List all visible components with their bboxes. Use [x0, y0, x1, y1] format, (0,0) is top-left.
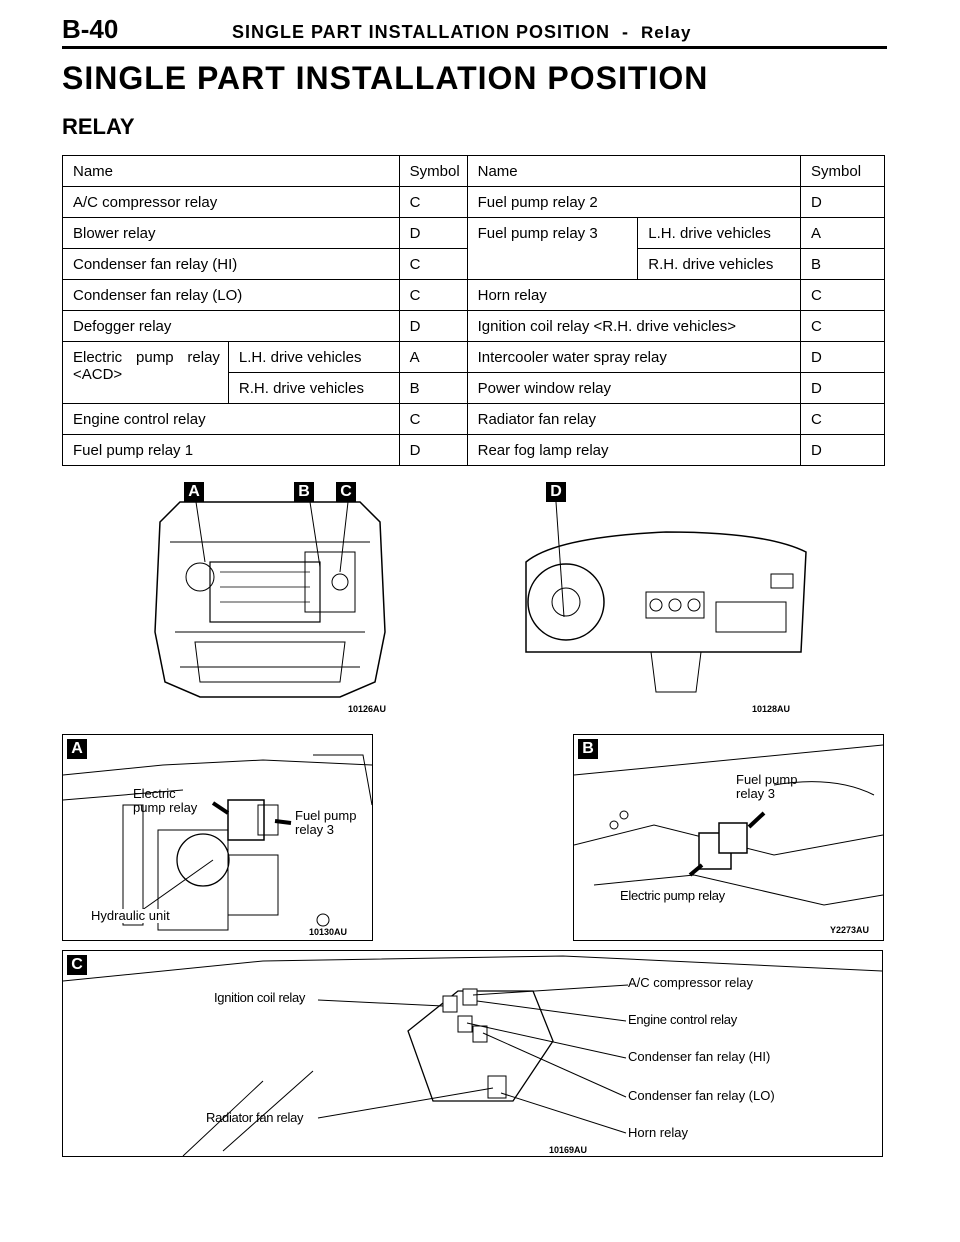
cell-symbol: C [399, 249, 467, 280]
cell-symbol: B [399, 373, 467, 404]
ignition-coil-relay-label: Ignition coil relay [214, 990, 306, 1005]
callout-tag-b: B [294, 482, 314, 502]
label-line: Fuel pump [295, 808, 357, 823]
cell-name: Power window relay [467, 373, 800, 404]
cell-symbol: C [801, 311, 885, 342]
electric-pump-relay-label [133, 787, 197, 815]
section-title: RELAY [62, 114, 135, 139]
cell-name: A/C compressor relay [63, 187, 400, 218]
panel-tag-b: B [578, 739, 598, 759]
label-line: relay 3 [736, 786, 776, 801]
running-title-sub: Relay [641, 23, 692, 42]
relay-table [62, 155, 885, 466]
cell-symbol: D [399, 435, 467, 466]
table-row [63, 187, 885, 218]
cell-name: Horn relay [467, 280, 800, 311]
cell-name: Fuel pump relay 3 [467, 218, 638, 280]
cell-name-line1 [73, 349, 228, 366]
cell-symbol: B [801, 249, 885, 280]
horn-relay-label: Horn relay [628, 1125, 688, 1140]
cell-symbol: C [801, 280, 885, 311]
cell-symbol: C [801, 404, 885, 435]
fuel-pump-relay-label [736, 773, 797, 801]
page-number: B-40 [62, 14, 119, 44]
label-line: Fuel pump [736, 772, 798, 787]
radiator-fan-relay-label: Radiator fan relay [206, 1110, 304, 1125]
callout-tag-c: C [336, 482, 356, 502]
table-row [63, 342, 885, 373]
header-name-right: Name [467, 156, 800, 187]
cell-name: Radiator fan relay [467, 404, 800, 435]
cell-name: Engine control relay [63, 404, 400, 435]
figure-code: 10169AU [549, 1145, 588, 1155]
label-line: Electric [133, 786, 176, 801]
header-name-left: Name [63, 156, 400, 187]
cell-variant: L.H. drive vehicles [638, 218, 801, 249]
cell-symbol: D [801, 373, 885, 404]
figure-code: 10126AU [348, 704, 387, 714]
callout-tag-a: A [184, 482, 204, 502]
ac-compressor-relay-label: A/C compressor relay [628, 975, 753, 990]
cell-symbol: D [801, 342, 885, 373]
cell-variant: R.H. drive vehicles [638, 249, 801, 280]
cell-symbol: D [801, 187, 885, 218]
header-symbol-right: Symbol [801, 156, 885, 187]
label-line: relay 3 [295, 822, 335, 837]
cell-symbol: D [801, 435, 885, 466]
cell-name [63, 342, 229, 404]
cell-name: Fuel pump relay 2 [467, 187, 800, 218]
label-line: pump relay [133, 800, 198, 815]
cell-variant: L.H. drive vehicles [228, 342, 399, 373]
word: relay [187, 349, 220, 366]
detail-c-panel [62, 950, 883, 1157]
running-title-main: SINGLE PART INSTALLATION POSITION [232, 22, 610, 42]
cell-symbol: C [399, 404, 467, 435]
cell-name-line2: <ACD> [73, 366, 123, 383]
cell-name: Condenser fan relay (LO) [63, 280, 400, 311]
figure-code: 10128AU [752, 704, 791, 714]
header-rule [62, 46, 887, 49]
engine-bay-illustration [140, 482, 400, 718]
panel-tag-c: C [67, 955, 87, 975]
running-title-sep: - [622, 22, 630, 42]
cell-name: Condenser fan relay (HI) [63, 249, 400, 280]
cell-variant: R.H. drive vehicles [228, 373, 399, 404]
engine-control-relay-label: Engine control relay [628, 1012, 737, 1027]
header-symbol-left: Symbol [399, 156, 467, 187]
dashboard-drawing [516, 482, 816, 718]
detail-b-panel [573, 734, 884, 941]
cell-symbol: A [399, 342, 467, 373]
condenser-fan-relay-hi-label: Condenser fan relay (HI) [628, 1049, 771, 1064]
table-row [63, 280, 885, 311]
figure-code: Y2273AU [830, 925, 870, 935]
cell-name: Fuel pump relay 1 [63, 435, 400, 466]
hydraulic-unit-label: Hydraulic unit [91, 908, 170, 923]
detail-a-panel [62, 734, 373, 941]
table-row [63, 404, 885, 435]
callout-tag-d: D [546, 482, 566, 502]
engine-bay-drawing [140, 482, 400, 718]
panel-tag-a: A [67, 739, 87, 759]
running-title [232, 22, 691, 43]
word: pump [136, 349, 174, 366]
table-row [63, 311, 885, 342]
word: Electric [73, 349, 123, 366]
cell-name: Defogger relay [63, 311, 400, 342]
dashboard-illustration [516, 482, 816, 718]
figure-code: 10130AU [309, 927, 348, 937]
table-header-row [63, 156, 885, 187]
table-row [63, 218, 885, 249]
condenser-fan-relay-lo-label: Condenser fan relay (LO) [628, 1088, 775, 1103]
table-row [63, 435, 885, 466]
cell-symbol: D [399, 218, 467, 249]
fuel-pump-relay-label [295, 809, 356, 837]
cell-name: Intercooler water spray relay [467, 342, 800, 373]
cell-symbol: C [399, 280, 467, 311]
detail-b-drawing [574, 735, 883, 940]
cell-name: Rear fog lamp relay [467, 435, 800, 466]
electric-pump-relay-label: Electric pump relay [620, 888, 725, 903]
cell-name: Blower relay [63, 218, 400, 249]
cell-symbol: A [801, 218, 885, 249]
cell-symbol: C [399, 187, 467, 218]
page-title: SINGLE PART INSTALLATION POSITION [62, 60, 709, 96]
cell-symbol: D [399, 311, 467, 342]
cell-name: Ignition coil relay <R.H. drive vehicles> [467, 311, 800, 342]
